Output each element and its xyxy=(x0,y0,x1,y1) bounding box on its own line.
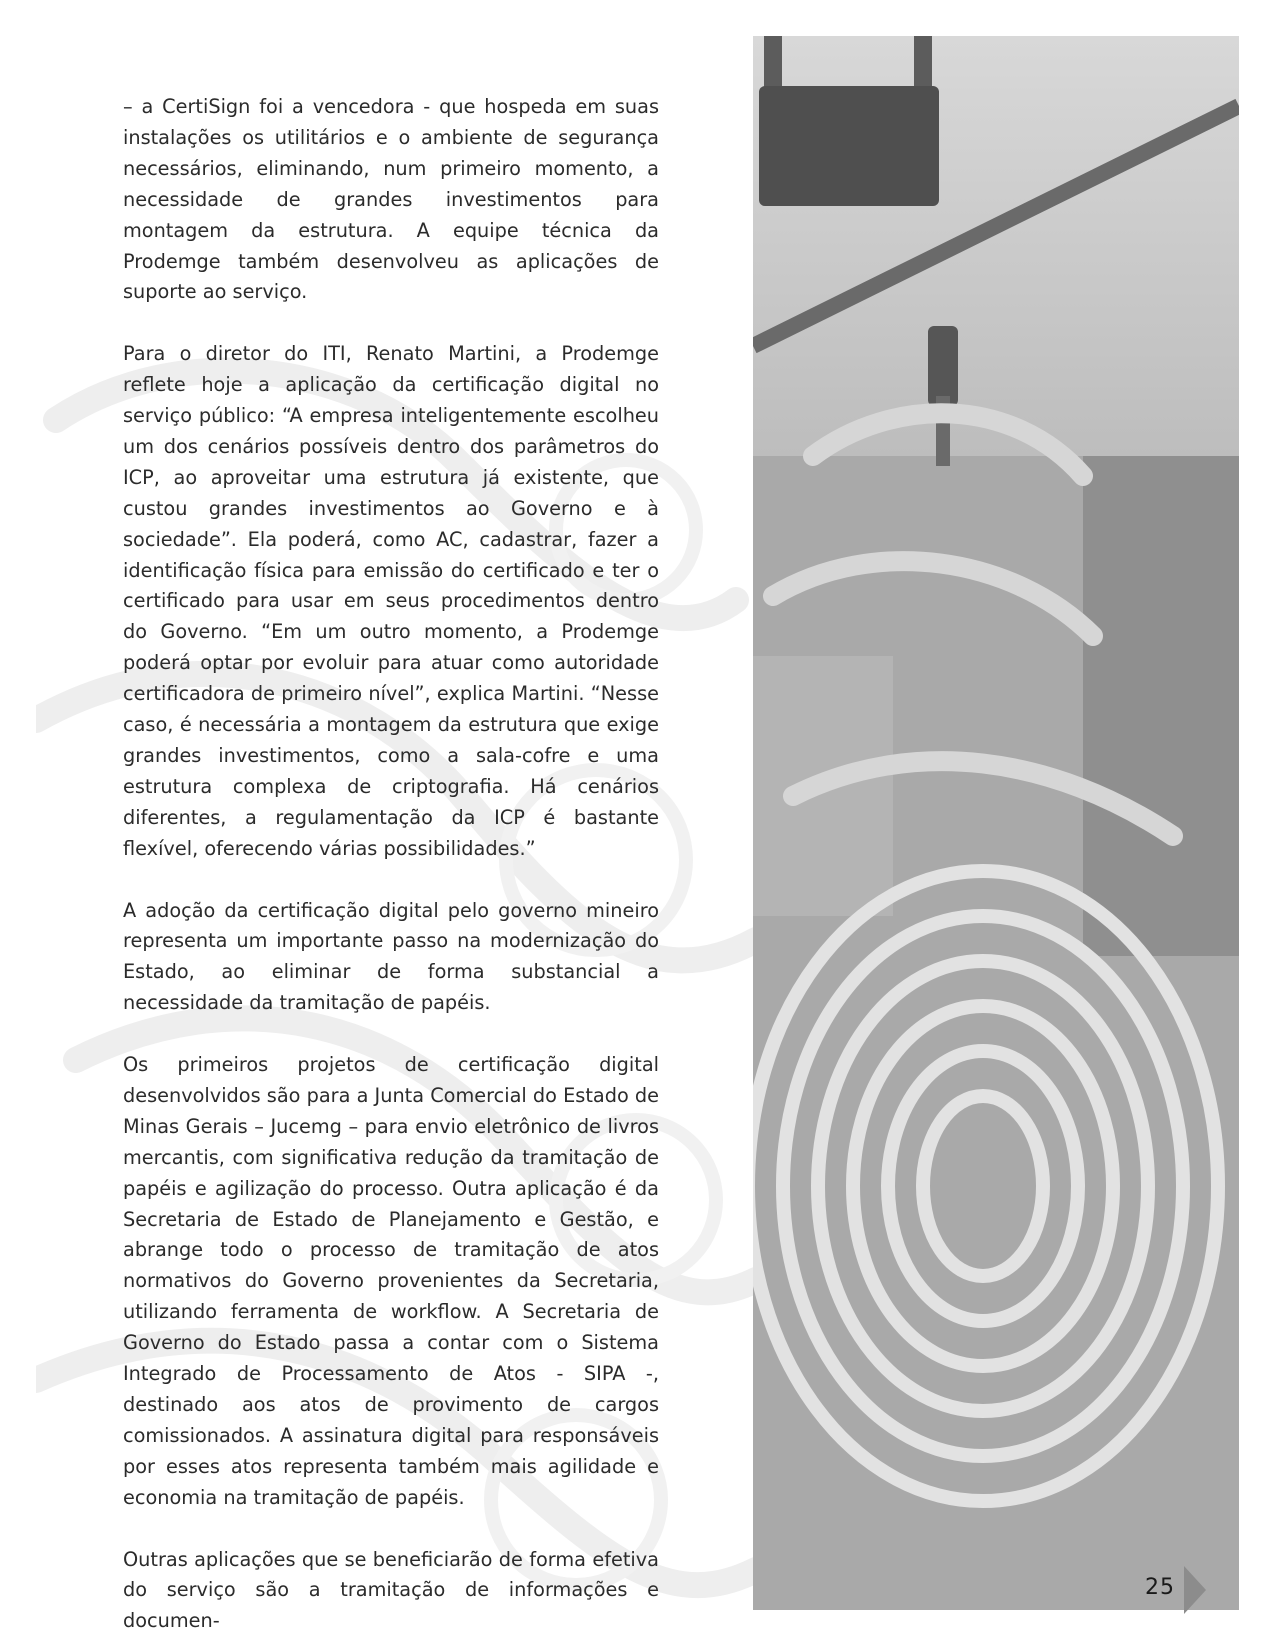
article-body xyxy=(123,92,659,1637)
triangle-arrow-icon xyxy=(1184,1566,1206,1614)
paragraph-4: Os primeiros projetos de certificação digital desenvolvidos são para a Junta Comercial do Estado de Minas Gerais – Jucemg – para envio eletrônico de livros mercantis, com significativa redução da tramitação de papéis e agilização do processo. Outra aplicação é da Secretaria de Estado de Planejamento e Gestão, e abrange todo o processo de tramitação de atos normativos do Governo provenientes da Secretaria, utilizando ferramenta de workflow. A Secretaria de Governo do Estado passa a contar com o Sistema Integrado de Processamento de Atos - SIPA -, destinado aos atos de provimento de cargos comissionados. A assinatura digital para responsáveis por esses atos representa também mais agilidade e economia na tramitação de papéis. xyxy=(123,1053,659,1509)
page-number: 25 xyxy=(1145,1575,1175,1600)
padlock-key-fingerprint-icon xyxy=(753,36,1239,1610)
paragraph-5: Outras aplicações que se beneficiarão de forma efetiva do serviço são a tramitação de informações e documen- xyxy=(123,1547,659,1633)
paragraph-2: Para o diretor do ITI, Renato Martini, a Prodemge reflete hoje a aplicação da certificação digital no serviço público: “A empresa inteligentemente escolheu um dos cenários possíveis dentro dos parâmetros do ICP, ao aproveitar uma estrutura já existente, que custou grandes investimentos ao Governo e à sociedade”. Ela poderá, como AC, cadastrar, fazer a identificação física para emissão do certificado e ter o certificado para usar em seus procedimentos dentro do Governo. “Em um outro momento, a Prodemge poderá optar por evoluir para atuar como autoridade certificadora de primeiro nível”, explica Martini. “Nesse caso, é necessária a montagem da estrutura que exige grandes investimentos, como a sala-cofre e uma estrutura complexa de criptografia. Há cenários diferentes, a regulamentação da ICP é bastante flexível, oferecendo várias possibilidades.” xyxy=(123,342,659,860)
paragraph-1: – a CertiSign foi a vencedora - que hospeda em suas instalações os utilitários e o ambiente de segurança necessários, eliminando, num primeiro momento, a necessidade de grandes investimentos para montagem da estrutura. A equipe técnica da Prodemge também desenvolveu as aplicações de suporte ao serviço. xyxy=(123,95,659,304)
padlock-fingerprint-photo xyxy=(753,36,1239,1610)
paragraph-3: A adoção da certificação digital pelo governo mineiro representa um importante passo na modernização do Estado, ao eliminar de forma substancial a necessidade da tramitação de papéis. xyxy=(123,898,659,1015)
